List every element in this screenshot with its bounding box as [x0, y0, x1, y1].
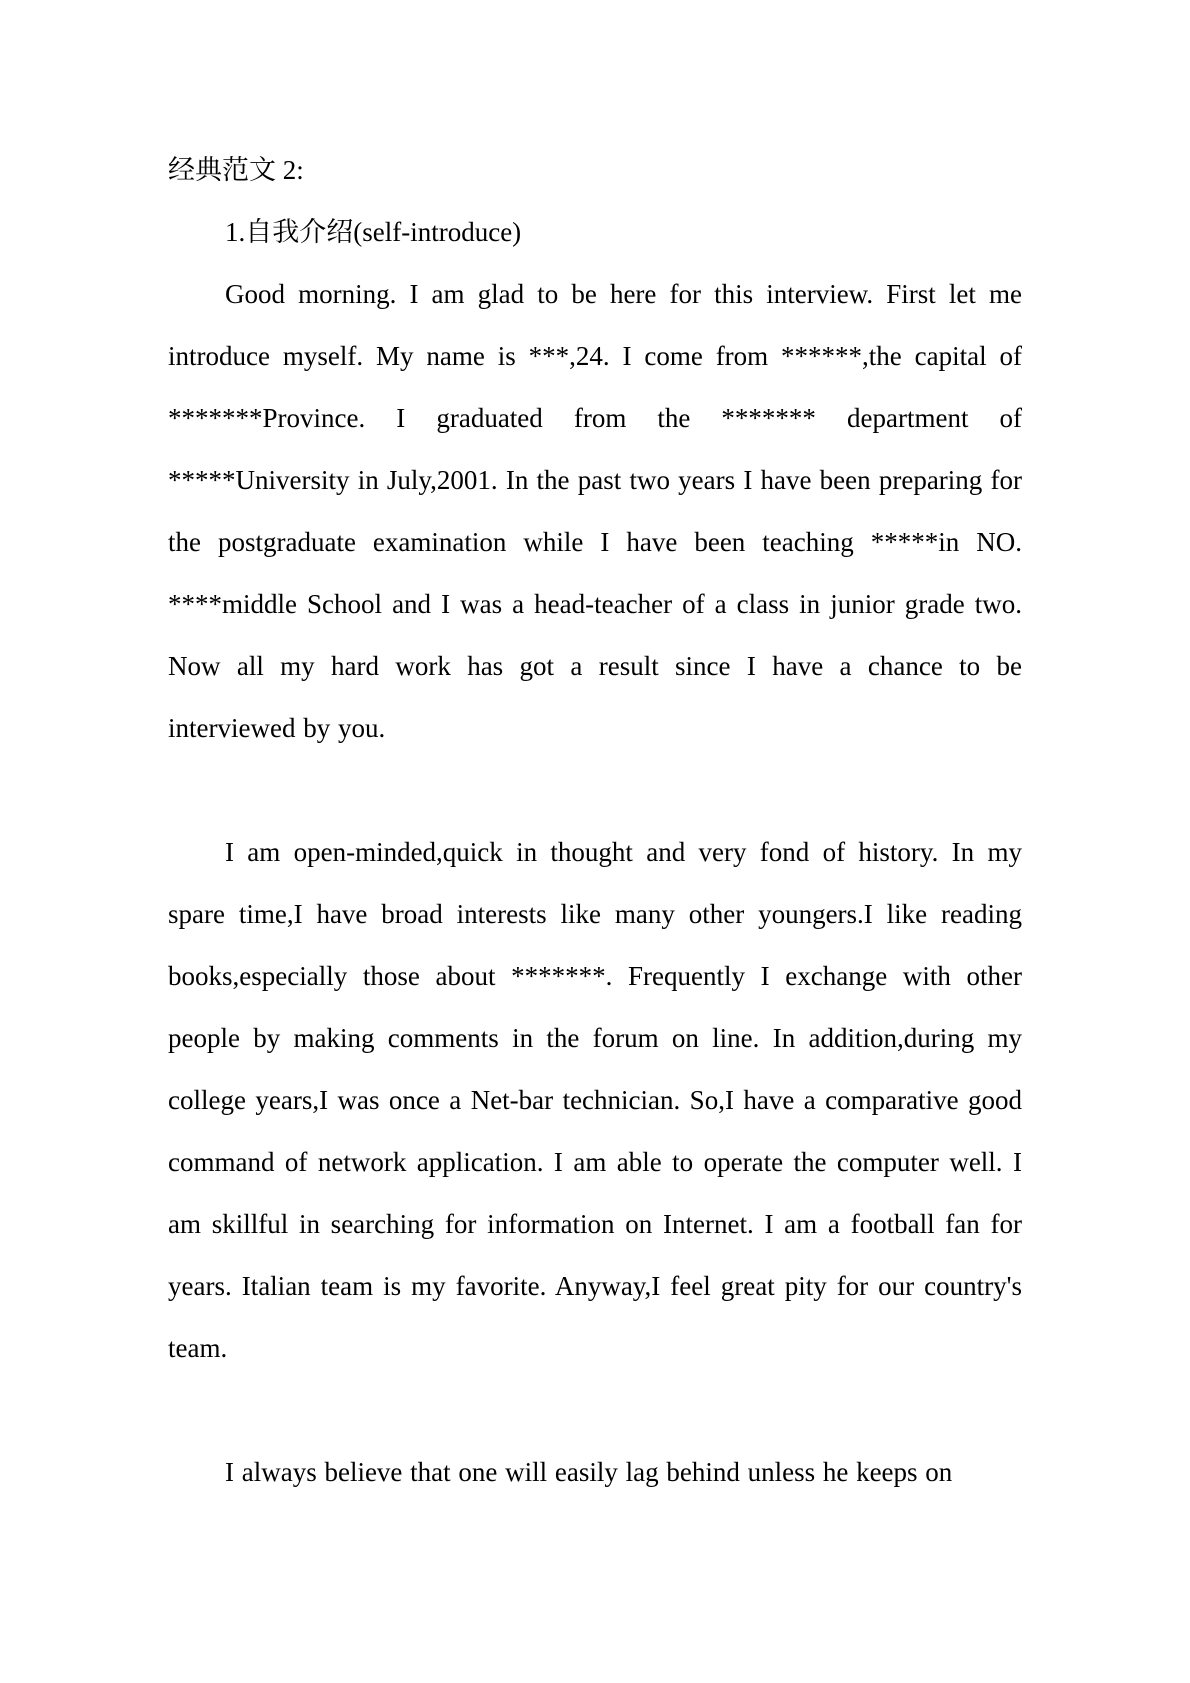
- document-heading: 经典范文 2:: [168, 155, 304, 185]
- paragraph-self-introduction: Good morning. I am glad to be here for this interview. First let me introduce myself. My name is ***,24. I come from ******,the capital of *******Province. I graduated from the ******* department of *****University in July,2001. In the past two years I have been preparing for the postgraduate examination while I have been teaching *****in NO. ****middle School and I was a head-teacher of a class in junior grade two. Now all my hard work has got a result since I have a chance to be interviewed by you.: [168, 279, 1022, 743]
- paragraph-personality-hobbies: I am open-minded,quick in thought and very fond of history. In my spare time,I have broad interests like many other youngers.I like reading books,especially those about *******. Frequently I exchange with other people by making comments in the forum on line. In addition,during my college years,I was once a Net-bar technician. So,I have a comparative good command of network application. I am able to operate the computer well. I am skillful in searching for information on Internet. I am a football fan for years. Italian team is my favorite. Anyway,I feel great pity for our country's team.: [168, 837, 1022, 1363]
- paragraph-belief: I always believe that one will easily lag behind unless he keeps on: [225, 1457, 953, 1487]
- section-title: 1.自我介绍(self-introduce): [225, 217, 522, 247]
